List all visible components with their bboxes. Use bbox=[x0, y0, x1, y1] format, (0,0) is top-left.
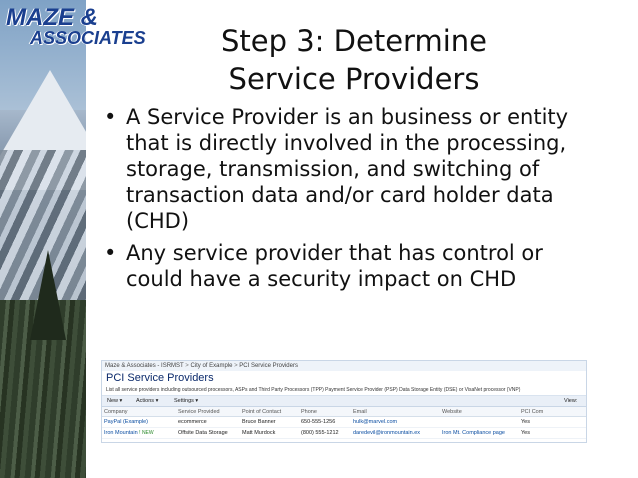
table-row[interactable] bbox=[102, 417, 586, 428]
breadcrumb-separator-icon: > bbox=[185, 363, 191, 369]
bullet-text: A Service Provider is an business or entity that is directly involved in the processing, storage, transmission, and switching of transaction data and/or card holder data (CHD) bbox=[126, 105, 569, 233]
breadcrumb-item[interactable]: Maze & Associates - ISRMST bbox=[105, 363, 184, 369]
contact-cell: Bruce Banner bbox=[240, 417, 299, 428]
breadcrumb-item: PCI Service Providers bbox=[239, 363, 298, 369]
list-description: List all service providers including outsourced processors, ASPs and Third Party Processors (TPP) Payment Service Provider (PSP) Data Storage Entity (DSE) or VisaNet processor (VNP) bbox=[102, 385, 586, 396]
email-cell[interactable]: daredevil@ironmountain.ex bbox=[351, 428, 440, 439]
breadcrumb-item[interactable]: City of Example bbox=[190, 363, 233, 369]
bullet-dot-icon: • bbox=[104, 241, 117, 265]
actions-menu-button[interactable]: Actions ▾ bbox=[136, 398, 159, 404]
logo-line-2: ASSOCIATES bbox=[30, 28, 146, 48]
logo-line-1: MAZE & bbox=[6, 4, 98, 31]
column-header[interactable]: Email bbox=[351, 407, 440, 417]
breadcrumb-separator-icon: > bbox=[234, 363, 240, 369]
bullet-list bbox=[104, 104, 604, 298]
view-selector[interactable]: View: bbox=[564, 398, 578, 404]
website-cell[interactable]: Iron Mt. Compliance page bbox=[440, 428, 519, 439]
service-providers-table bbox=[102, 407, 586, 439]
service-cell: ecommerce bbox=[176, 417, 240, 428]
column-header[interactable]: Phone bbox=[299, 407, 351, 417]
pci-cell: Yes bbox=[519, 417, 586, 428]
list-toolbar bbox=[102, 396, 586, 407]
breadcrumb bbox=[102, 361, 586, 371]
pci-cell: Yes bbox=[519, 428, 586, 439]
phone-cell: (800) 555-1212 bbox=[299, 428, 351, 439]
contact-cell: Matt Murdock bbox=[240, 428, 299, 439]
column-header[interactable]: Point of Contact bbox=[240, 407, 299, 417]
column-header[interactable]: Service Provided bbox=[176, 407, 240, 417]
column-header[interactable]: PCI Com bbox=[519, 407, 586, 417]
table-header-row bbox=[102, 407, 586, 417]
settings-menu-button[interactable]: Settings ▾ bbox=[174, 398, 199, 404]
bullet-item bbox=[104, 104, 604, 234]
phone-cell: 650-555-1256 bbox=[299, 417, 351, 428]
column-header[interactable]: Company bbox=[102, 407, 176, 417]
embedded-screenshot bbox=[101, 360, 587, 443]
new-badge: ! NEW bbox=[139, 430, 154, 436]
company-name[interactable]: Iron Mountain bbox=[104, 430, 138, 436]
list-heading: PCI Service Providers bbox=[106, 372, 214, 384]
company-logo bbox=[4, 4, 164, 50]
website-cell[interactable] bbox=[440, 417, 519, 428]
service-cell: Offsite Data Storage bbox=[176, 428, 240, 439]
photo-pine-tree bbox=[30, 250, 66, 340]
mountain-photo bbox=[0, 0, 86, 478]
column-header[interactable]: Website bbox=[440, 407, 519, 417]
table-row[interactable] bbox=[102, 428, 586, 439]
bullet-item bbox=[104, 240, 604, 292]
new-menu-button[interactable]: New ▾ bbox=[107, 398, 123, 404]
bullet-text: Any service provider that has control or could have a security impact on CHD bbox=[126, 241, 543, 291]
slide-title: Step 3: Determine Service Providers bbox=[220, 24, 487, 96]
company-cell[interactable] bbox=[102, 428, 176, 439]
email-cell[interactable]: hulk@marvel.com bbox=[351, 417, 440, 428]
company-cell[interactable]: PayPal (Example) bbox=[102, 417, 176, 428]
bullet-dot-icon: • bbox=[104, 105, 117, 129]
